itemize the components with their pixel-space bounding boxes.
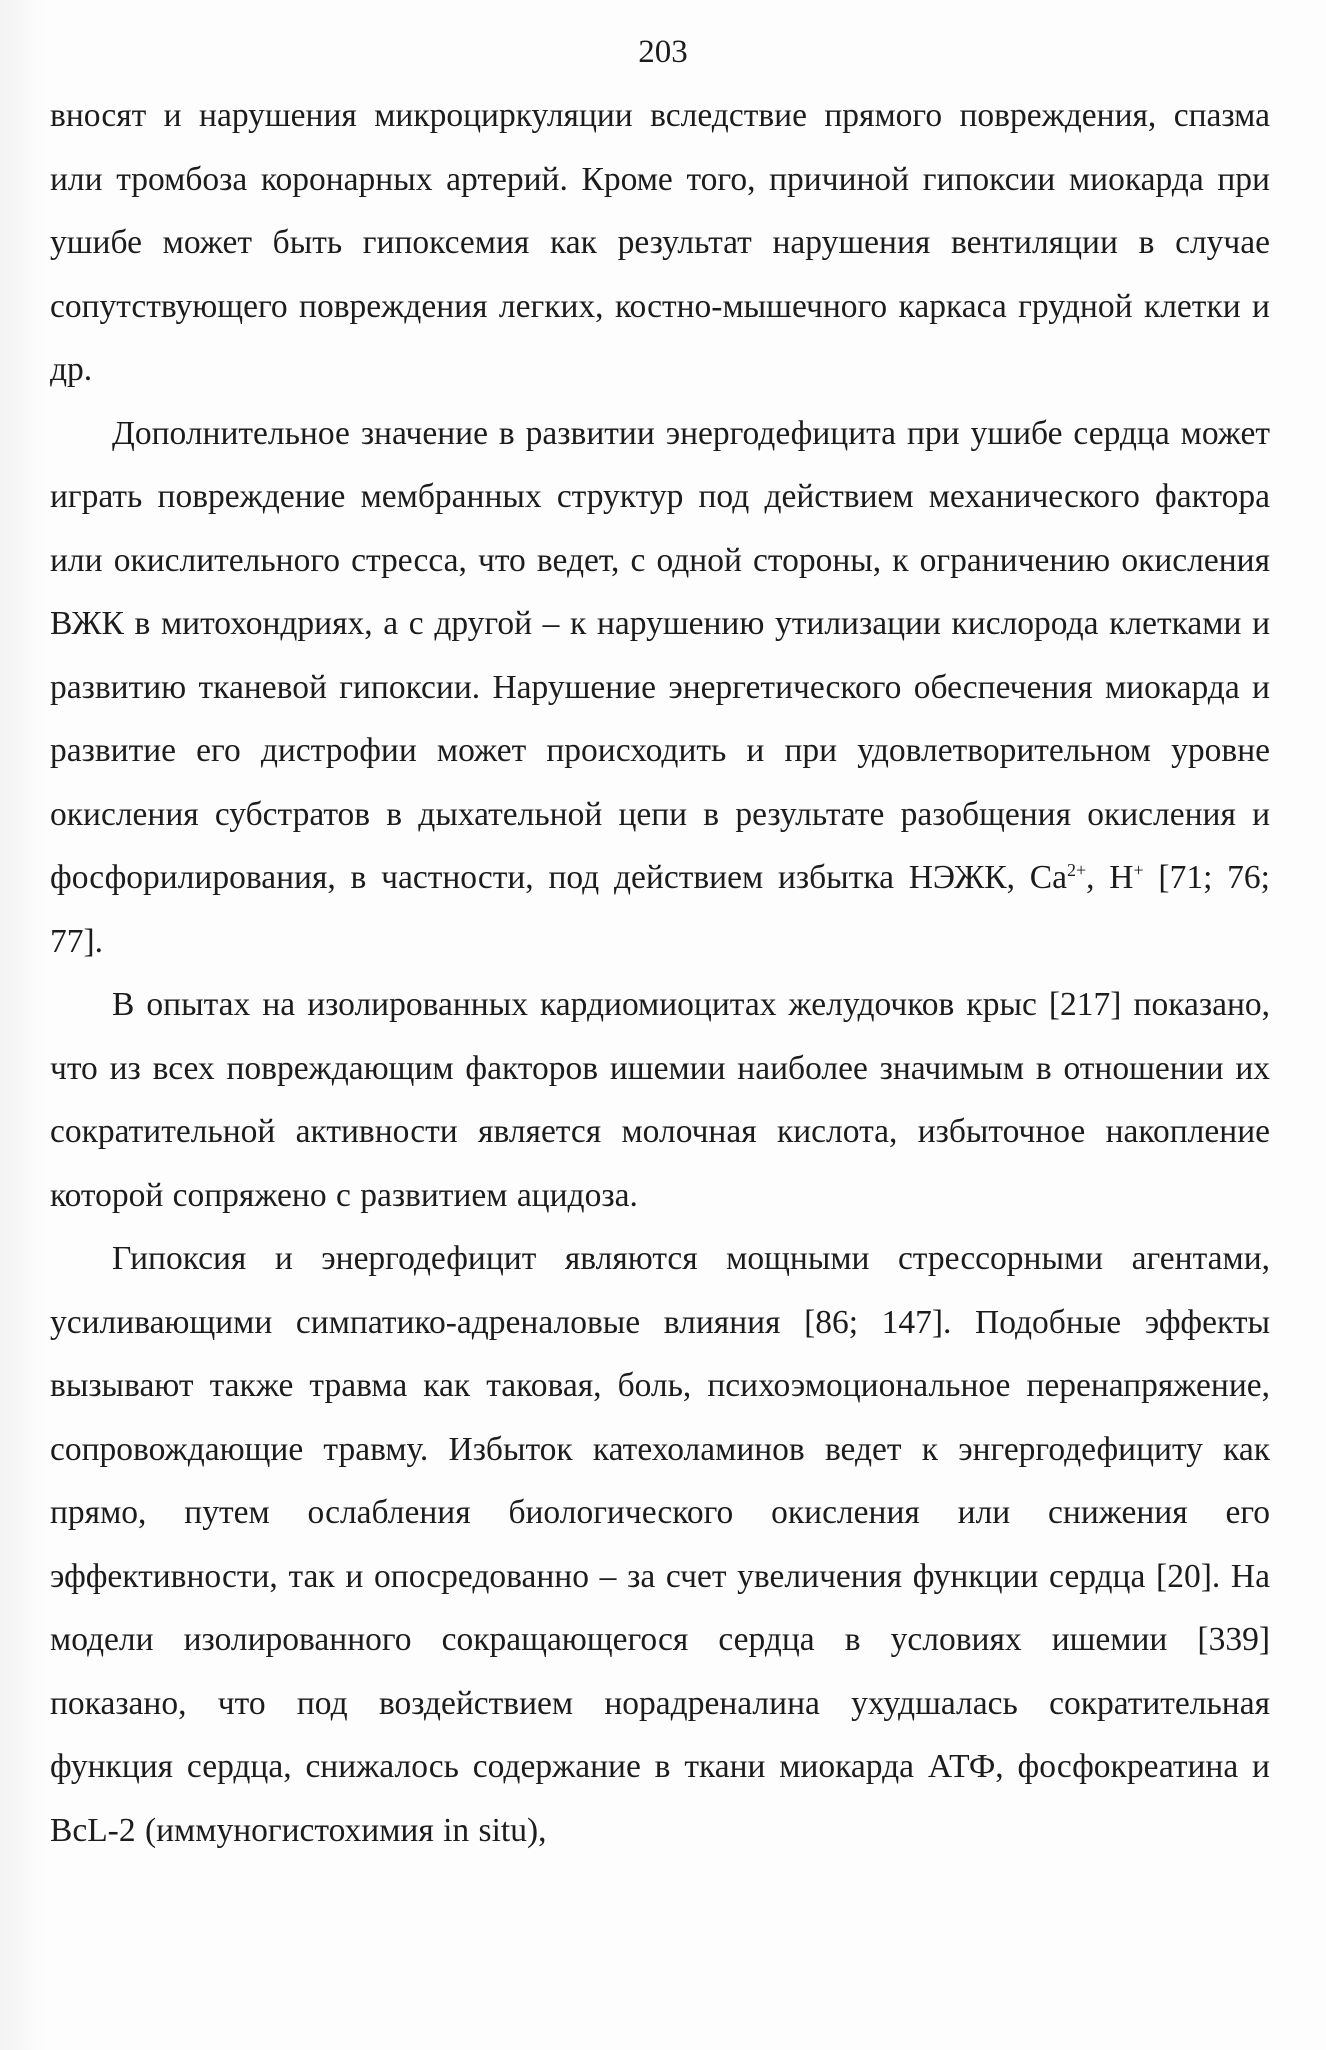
paragraph-text: [71; 76; 77]. bbox=[50, 859, 1270, 960]
paragraph-energy-deficit bbox=[50, 402, 1270, 974]
paragraph-text: , H bbox=[1086, 859, 1134, 896]
paragraph-hypoxia-stress: Гипоксия и энергодефицит являются мощными стрессорными агентами, усиливающими симпатико-адреналовые влияния [86; 147]. Подобные эффекты вызывают также травма как таковая, боль, психоэмоциональное перенапряжение, сопровождающие травму. Избыток катехоламинов ведет к энгергодефициту как прямо, путем ослабления биологического окисления или снижения его эффективности, так и опосредованно – за счет увеличения функции сердца [20]. На модели изолированного сокращающегося сердца в условиях ишемии [339] показано, что под воздействием норадреналина ухудшалась сократительная функция сердца, снижалось содержание в ткани миокарда АТФ, фосфокреатина и BcL-2 (иммуногистохимия in situ), bbox=[50, 1240, 1270, 1849]
page-number: 203 bbox=[638, 34, 688, 70]
scan-shadow-edge bbox=[0, 0, 46, 2050]
superscript-h: + bbox=[1133, 859, 1144, 880]
paragraph-cardiomyocytes: В опытах на изолированных кардиомиоцитах желудочков крыс [217] показано, что из всех повреждающим факторов ишемии наиболее значимым в отношении их сократительной активности является молочная кислота, избыточное накопление которой сопряжено с развитием ацидоза. bbox=[50, 986, 1270, 1214]
paragraph-continuation: вносят и нарушения микроциркуляции вследствие прямого повреждения, спазма или тромбоза коронарных артерий. Кроме того, причиной гипоксии миокарда при ушибе может быть гипоксемия как результат нарушения вентиляции в случае сопутствующего повреждения легких, костно-мышечного каркаса грудной клетки и др. bbox=[50, 97, 1270, 388]
paragraph-text: Дополнительное значение в развитии энергодефицита при ушибе сердца может играть повреждение мембранных структур под действием механического фактора или окислительного стресса, что ведет, с одной стороны, к ограничению окисления ВЖК в митохондриях, а с другой – к нарушению утилизации кислорода клетками и развитию тканевой гипоксии. Нарушение энергетического обеспечения миокарда и развитие его дистрофии может происходить и при удовлетворительном уровне окисления субстратов в дыхательной цепи в результате разобщения окисления и фосфорилирования, в частности, под действием избытка НЭЖК, Ca bbox=[50, 414, 1270, 896]
text-body bbox=[50, 84, 1270, 1862]
superscript-ca: 2+ bbox=[1066, 859, 1087, 880]
